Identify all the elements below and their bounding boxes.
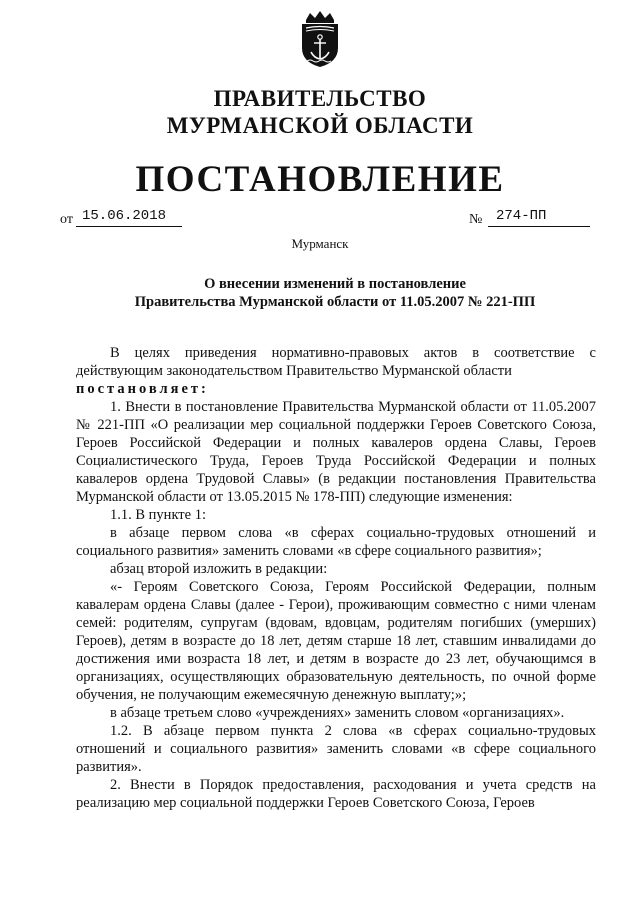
org-name-line1: ПРАВИТЕЛЬСТВО xyxy=(213,86,427,111)
paragraph-1-2: 1.2. В абзаце первом пункта 2 слова «в сферах социально-трудовых отношений и социального развития» заменить словами «в сфере социального развития». xyxy=(76,723,596,775)
paragraph-third-abzac: в абзаце третьем слово «учреждениях» заменить словом «организациях». xyxy=(110,705,565,721)
org-name-line2: МУРМАНСКОЙ ОБЛАСТИ xyxy=(166,113,474,138)
date-prefix: от xyxy=(60,212,73,227)
resolves-word: постановляет: xyxy=(76,381,209,397)
intro-text: В целях приведения нормативно-правовых актов в соответствие с действующим законодательством Правительство Мурманской области xyxy=(76,345,596,379)
document-date: 15.06.2018 xyxy=(76,208,182,227)
paragraph-1: 1. Внести в постановление Правительства Мурманской области от 11.05.2007 № 221-ПП «О реализации мер социальной поддержки Героев Советского Союза, Героев Российской Федерации и полных кавалеров ордена Славы, Героев Социалистического Труда, Героев Труда Российской Федерации и полных кавалеров ордена Трудовой Славы» (в редакции постановления Правительства Мурманской области от 13.05.2015 № 178-ПП) следующие изменения: xyxy=(76,399,596,505)
document-type-title: ПОСТАНОВЛЕНИЕ xyxy=(135,159,505,200)
subject-line2: Правительства Мурманской области от 11.05.2007 № 221-ПП xyxy=(134,294,536,310)
intro-paragraph xyxy=(76,344,596,380)
paragraph-second-abzac: абзац второй изложить в редакции: xyxy=(110,561,328,577)
document-subject xyxy=(100,275,570,311)
city-name: Мурманск xyxy=(291,236,349,251)
paragraph-2: 2. Внести в Порядок предоставления, расходования и учета средств на реализацию мер социальной поддержки Героев Советского Союза, Героев xyxy=(76,777,596,811)
paragraph-1-1: 1.1. В пункте 1: xyxy=(110,507,206,523)
number-prefix: № xyxy=(469,212,483,227)
subject-line1: О внесении изменений в постановление xyxy=(204,276,466,292)
paragraph-first-abzac: в абзаце первом слова «в сферах социально-трудовых отношений и социального развития» заменить словами «в сфере социального развития»; xyxy=(76,525,596,559)
coat-of-arms-icon xyxy=(296,10,344,68)
paragraph-new-wording: «- Героям Советского Союза, Героям Российской Федерации, полным кавалерам ордена Славы (далее - Герои), проживающим совместно с ними членам семей: родителям, супругам (вдовам, вдовцам, родителям погибших (умерших) Героев), детям в возрасте до 18 лет, детям старше 18 лет, ставшим инвалидами до достижения ими возраста 18 лет, и детям в возрасте до 23 лет, обучающимся в организациях, осуществляющих образовательную деятельность, по очной форме обучения, не получающим ежемесячную денежную выплату;»; xyxy=(76,579,596,703)
resolves-paragraph xyxy=(76,380,596,398)
document-body xyxy=(76,344,596,812)
document-number: 274-ПП xyxy=(488,208,590,227)
